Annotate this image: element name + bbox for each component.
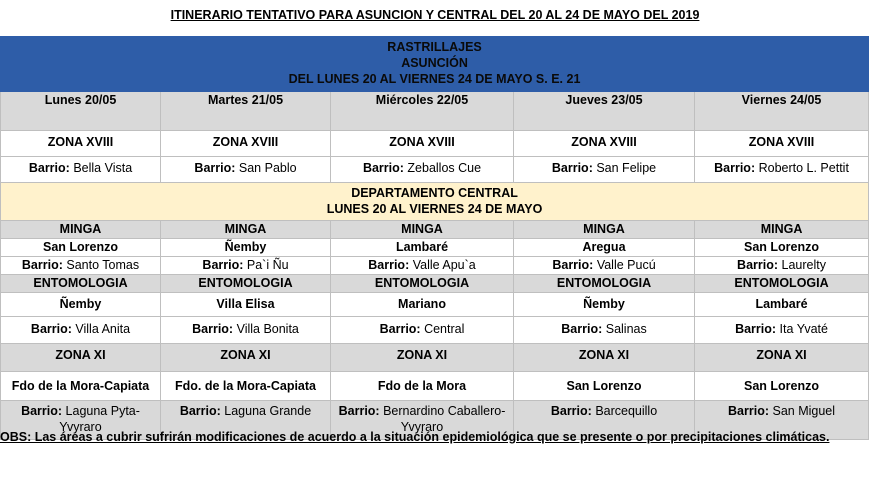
zona-cell: ZONA XVIII (695, 131, 869, 157)
asuncion-header-line1: RASTRILLAJES (387, 40, 482, 54)
minga-city-row (1, 239, 869, 257)
city-cell: Fdo de la Mora (331, 372, 514, 401)
barrio-label: Barrio: (362, 161, 404, 175)
barrio-label: Barrio: (379, 322, 421, 336)
barrio-cell (161, 317, 331, 344)
day-cell: Martes 21/05 (161, 92, 331, 131)
barrio-label: Barrio: (30, 322, 72, 336)
barrio-cell (1, 257, 161, 275)
city-cell: San Lorenzo (695, 372, 869, 401)
barrio-label: Barrio: (368, 258, 410, 272)
barrio-label: Barrio: (714, 161, 756, 175)
barrio-value: Bernardino Caballero-Yvyraro (383, 404, 506, 434)
entomologia-row (1, 275, 869, 293)
zona-cell: ZONA XVIII (514, 131, 695, 157)
observation-note: OBS: Las áreas a cubrir sufrirán modificaciones de acuerdo a la situación epidemiológica que se presente o por precipitaciones climáticas. (0, 430, 830, 444)
city-cell: Ñemby (161, 239, 331, 257)
zona-cell: ZONA XVIII (161, 131, 331, 157)
central-header-line1: DEPARTAMENTO CENTRAL (351, 186, 518, 200)
minga-row (1, 221, 869, 239)
zona-xi-city-row (1, 372, 869, 401)
barrio-value: Laguna Pyta-Yvyraro (59, 404, 140, 434)
barrio-label: Barrio: (550, 404, 592, 418)
barrio-cell (514, 317, 695, 344)
barrio-label: Barrio: (21, 258, 63, 272)
city-cell: Fdo. de la Mora-Capiata (161, 372, 331, 401)
barrio-value: Ita Yvaté (779, 322, 828, 336)
barrio-value: Valle Apu`a (412, 258, 476, 272)
entomologia-city-row (1, 293, 869, 317)
barrio-cell (331, 257, 514, 275)
barrio-cell (695, 157, 869, 183)
asuncion-header-row (1, 37, 869, 92)
barrio-cell (1, 157, 161, 183)
barrio-label: Barrio: (194, 161, 236, 175)
day-cell: Lunes 20/05 (1, 92, 161, 131)
day-cell: Miércoles 22/05 (331, 92, 514, 131)
activity-cell: ENTOMOLOGIA (695, 275, 869, 293)
barrio-cell (331, 317, 514, 344)
day-cell: Jueves 23/05 (514, 92, 695, 131)
zona-cell: ZONA XI (514, 344, 695, 372)
barrio-value: Zeballos Cue (407, 161, 482, 175)
activity-cell: ENTOMOLOGIA (1, 275, 161, 293)
zona-cell: ZONA XVIII (1, 131, 161, 157)
barrio-label: Barrio: (551, 161, 593, 175)
city-cell: San Lorenzo (514, 372, 695, 401)
barrio-value: Laurelty (781, 258, 826, 272)
barrio-label: Barrio: (735, 322, 777, 336)
activity-cell: ENTOMOLOGIA (514, 275, 695, 293)
barrio-label: Barrio: (737, 258, 779, 272)
activity-cell: ENTOMOLOGIA (161, 275, 331, 293)
barrio-value: Valle Pucú (596, 258, 656, 272)
city-cell: Aregua (514, 239, 695, 257)
barrio-value: Bella Vista (73, 161, 133, 175)
itinerary-table (0, 36, 869, 440)
barrio-label: Barrio: (21, 404, 63, 418)
barrio-cell (695, 257, 869, 275)
zona-cell: ZONA XI (161, 344, 331, 372)
activity-cell: MINGA (695, 221, 869, 239)
activity-cell: MINGA (1, 221, 161, 239)
barrio-label: Barrio: (202, 258, 244, 272)
barrio-value: San Felipe (596, 161, 657, 175)
barrio-cell (695, 317, 869, 344)
zona-cell: ZONA XVIII (331, 131, 514, 157)
barrio-value: San Miguel (772, 404, 836, 418)
barrio-value: Laguna Grande (224, 404, 312, 418)
zona-cell: ZONA XI (695, 344, 869, 372)
zona-xi-row (1, 344, 869, 372)
barrio-label: Barrio: (728, 404, 769, 418)
barrio-label: Barrio: (179, 404, 221, 418)
barrio-value: Villa Anita (75, 322, 131, 336)
activity-cell: MINGA (514, 221, 695, 239)
day-cell: Viernes 24/05 (695, 92, 869, 131)
barrio-value: Roberto L. Pettit (758, 161, 849, 175)
barrio-cell (161, 157, 331, 183)
document-title: ITINERARIO TENTATIVO PARA ASUNCION Y CENTRAL DEL 20 AL 24 DE MAYO DEL 2019 (170, 8, 700, 22)
barrio-value: Santo Tomas (66, 258, 140, 272)
barrio-value: Villa Bonita (236, 322, 299, 336)
asuncion-header-line3: DEL LUNES 20 AL VIERNES 24 DE MAYO S. E. 21 (288, 72, 581, 86)
barrio-value: Salinas (605, 322, 647, 336)
barrio-label: Barrio: (28, 161, 70, 175)
barrio-cell (1, 317, 161, 344)
city-cell: Villa Elisa (161, 293, 331, 317)
city-cell: Lambaré (331, 239, 514, 257)
activity-cell: MINGA (161, 221, 331, 239)
entomologia-barrio-row (1, 317, 869, 344)
zona-cell: ZONA XI (331, 344, 514, 372)
minga-barrio-row (1, 257, 869, 275)
city-cell: San Lorenzo (1, 239, 161, 257)
barrio-cell (514, 257, 695, 275)
central-header-row (1, 183, 869, 221)
barrio-value: Barcequillo (595, 404, 658, 418)
city-cell: Mariano (331, 293, 514, 317)
barrio-value: Central (424, 322, 465, 336)
barrio-cell (161, 257, 331, 275)
barrio-label: Barrio: (192, 322, 234, 336)
city-cell: Ñemby (514, 293, 695, 317)
city-cell: San Lorenzo (695, 239, 869, 257)
asuncion-barrio-row (1, 157, 869, 183)
days-row (1, 92, 869, 131)
barrio-label: Barrio: (561, 322, 603, 336)
barrio-cell (514, 157, 695, 183)
zona-cell: ZONA XI (1, 344, 161, 372)
barrio-label: Barrio: (552, 258, 594, 272)
barrio-cell (331, 157, 514, 183)
city-cell: Fdo de la Mora-Capiata (1, 372, 161, 401)
city-cell: Ñemby (1, 293, 161, 317)
asuncion-header-line2: ASUNCIÓN (401, 56, 468, 70)
activity-cell: MINGA (331, 221, 514, 239)
barrio-value: San Pablo (238, 161, 297, 175)
activity-cell: ENTOMOLOGIA (331, 275, 514, 293)
central-header-line2: LUNES 20 AL VIERNES 24 DE MAYO (326, 202, 543, 216)
city-cell: Lambaré (695, 293, 869, 317)
asuncion-zona-row (1, 131, 869, 157)
barrio-label: Barrio: (338, 404, 380, 418)
barrio-value: Pa`i Ñu (246, 258, 289, 272)
